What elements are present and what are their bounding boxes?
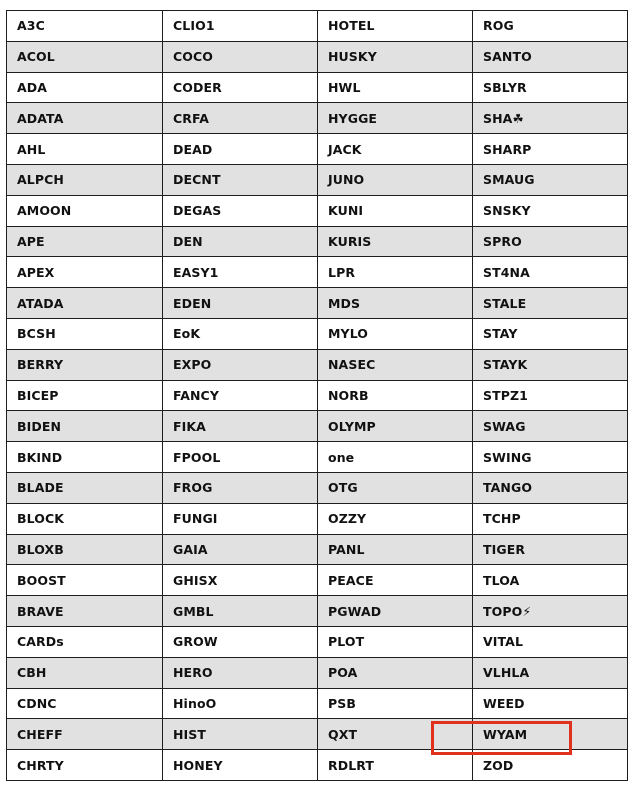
table-cell: TCHP (473, 503, 628, 534)
ticker-table-body (7, 11, 628, 781)
table-cell: ZOD (473, 750, 628, 781)
table-cell: SPRO (473, 226, 628, 257)
table-cell: LPR (318, 257, 473, 288)
table-cell: CRFA (163, 103, 318, 134)
table-cell: BLADE (7, 472, 163, 503)
table-cell: FPOOL (163, 442, 318, 473)
table-cell: VLHLA (473, 657, 628, 688)
table-cell: SHA☘ (473, 103, 628, 134)
table-cell: BLOXB (7, 534, 163, 565)
table-cell: BRAVE (7, 596, 163, 627)
table-cell: BICEP (7, 380, 163, 411)
table-cell: STAY (473, 318, 628, 349)
table-cell: WEED (473, 688, 628, 719)
table-cell: STAYK (473, 349, 628, 380)
table-row (7, 164, 628, 195)
table-cell: ATADA (7, 288, 163, 319)
table-cell: APE (7, 226, 163, 257)
table-cell: EoK (163, 318, 318, 349)
table-cell: KURIS (318, 226, 473, 257)
table-cell: MYLO (318, 318, 473, 349)
table-row (7, 750, 628, 781)
table-cell: SHARP (473, 134, 628, 165)
table-cell: BLOCK (7, 503, 163, 534)
table-cell: TLOA (473, 565, 628, 596)
table-cell: KUNI (318, 195, 473, 226)
table-cell: SBLYR (473, 72, 628, 103)
table-row (7, 534, 628, 565)
table-cell: PANL (318, 534, 473, 565)
table-cell: ADA (7, 72, 163, 103)
table-cell: EXPO (163, 349, 318, 380)
table-cell: VITAL (473, 626, 628, 657)
table-row (7, 349, 628, 380)
table-cell: AHL (7, 134, 163, 165)
table-cell: HWL (318, 72, 473, 103)
table-cell: BKIND (7, 442, 163, 473)
table-cell: HERO (163, 657, 318, 688)
table-row (7, 626, 628, 657)
table-cell: SANTO (473, 41, 628, 72)
table-cell: POA (318, 657, 473, 688)
table-cell: STALE (473, 288, 628, 319)
table-cell-highlighted: WYAM (473, 719, 628, 750)
table-cell: EDEN (163, 288, 318, 319)
table-row (7, 596, 628, 627)
table-cell: BOOST (7, 565, 163, 596)
table-cell: ST4NA (473, 257, 628, 288)
table-cell: OZZY (318, 503, 473, 534)
table-cell: OLYMP (318, 411, 473, 442)
table-cell: FANCY (163, 380, 318, 411)
table-cell: DECNT (163, 164, 318, 195)
table-cell: BCSH (7, 318, 163, 349)
table-cell: JUNO (318, 164, 473, 195)
table-cell: FIKA (163, 411, 318, 442)
table-cell: APEX (7, 257, 163, 288)
table-cell: ACOL (7, 41, 163, 72)
table-cell: CARDs (7, 626, 163, 657)
table-cell: JACK (318, 134, 473, 165)
table-cell: SWAG (473, 411, 628, 442)
table-cell: DEGAS (163, 195, 318, 226)
table-row (7, 380, 628, 411)
table-cell: HUSKY (318, 41, 473, 72)
table-cell: OTG (318, 472, 473, 503)
table-cell: PEACE (318, 565, 473, 596)
table-cell: GMBL (163, 596, 318, 627)
table-cell: FUNGI (163, 503, 318, 534)
table-cell: CLIO1 (163, 11, 318, 42)
table-cell: PGWAD (318, 596, 473, 627)
ticker-table-container (6, 10, 628, 781)
table-cell: HIST (163, 719, 318, 750)
table-cell: SWING (473, 442, 628, 473)
table-cell: NASEC (318, 349, 473, 380)
table-row (7, 472, 628, 503)
table-row (7, 134, 628, 165)
table-cell: FROG (163, 472, 318, 503)
table-cell: CODER (163, 72, 318, 103)
table-cell: SMAUG (473, 164, 628, 195)
table-cell: HYGGE (318, 103, 473, 134)
table-row (7, 226, 628, 257)
table-cell: PLOT (318, 626, 473, 657)
table-cell: MDS (318, 288, 473, 319)
table-cell: TANGO (473, 472, 628, 503)
table-cell: SNSKY (473, 195, 628, 226)
table-cell: GROW (163, 626, 318, 657)
table-cell: TIGER (473, 534, 628, 565)
table-cell: NORB (318, 380, 473, 411)
table-cell: BERRY (7, 349, 163, 380)
table-row (7, 565, 628, 596)
table-cell: A3C (7, 11, 163, 42)
table-row (7, 318, 628, 349)
table-row (7, 288, 628, 319)
table-cell: EASY1 (163, 257, 318, 288)
table-cell: CHRTY (7, 750, 163, 781)
table-cell: STPZ1 (473, 380, 628, 411)
table-cell: RDLRT (318, 750, 473, 781)
table-cell: BIDEN (7, 411, 163, 442)
table-cell: ROG (473, 11, 628, 42)
table-row (7, 442, 628, 473)
table-row (7, 41, 628, 72)
table-row (7, 72, 628, 103)
table-cell: HOTEL (318, 11, 473, 42)
table-row (7, 688, 628, 719)
table-row (7, 11, 628, 42)
table-cell: HinoO (163, 688, 318, 719)
table-row (7, 257, 628, 288)
table-cell: one (318, 442, 473, 473)
table-row (7, 195, 628, 226)
table-row (7, 503, 628, 534)
table-cell: AMOON (7, 195, 163, 226)
table-row (7, 719, 628, 750)
table-cell: CHEFF (7, 719, 163, 750)
ticker-table (6, 10, 628, 781)
table-cell: TOPO⚡ (473, 596, 628, 627)
table-cell: GHISX (163, 565, 318, 596)
table-row (7, 411, 628, 442)
table-cell: CDNC (7, 688, 163, 719)
table-cell: COCO (163, 41, 318, 72)
table-cell: DEAD (163, 134, 318, 165)
table-cell: PSB (318, 688, 473, 719)
table-cell: ADATA (7, 103, 163, 134)
table-cell: ALPCH (7, 164, 163, 195)
table-cell: QXT (318, 719, 473, 750)
table-cell: GAIA (163, 534, 318, 565)
table-cell: DEN (163, 226, 318, 257)
table-cell: HONEY (163, 750, 318, 781)
table-row (7, 103, 628, 134)
table-row (7, 657, 628, 688)
table-cell: CBH (7, 657, 163, 688)
